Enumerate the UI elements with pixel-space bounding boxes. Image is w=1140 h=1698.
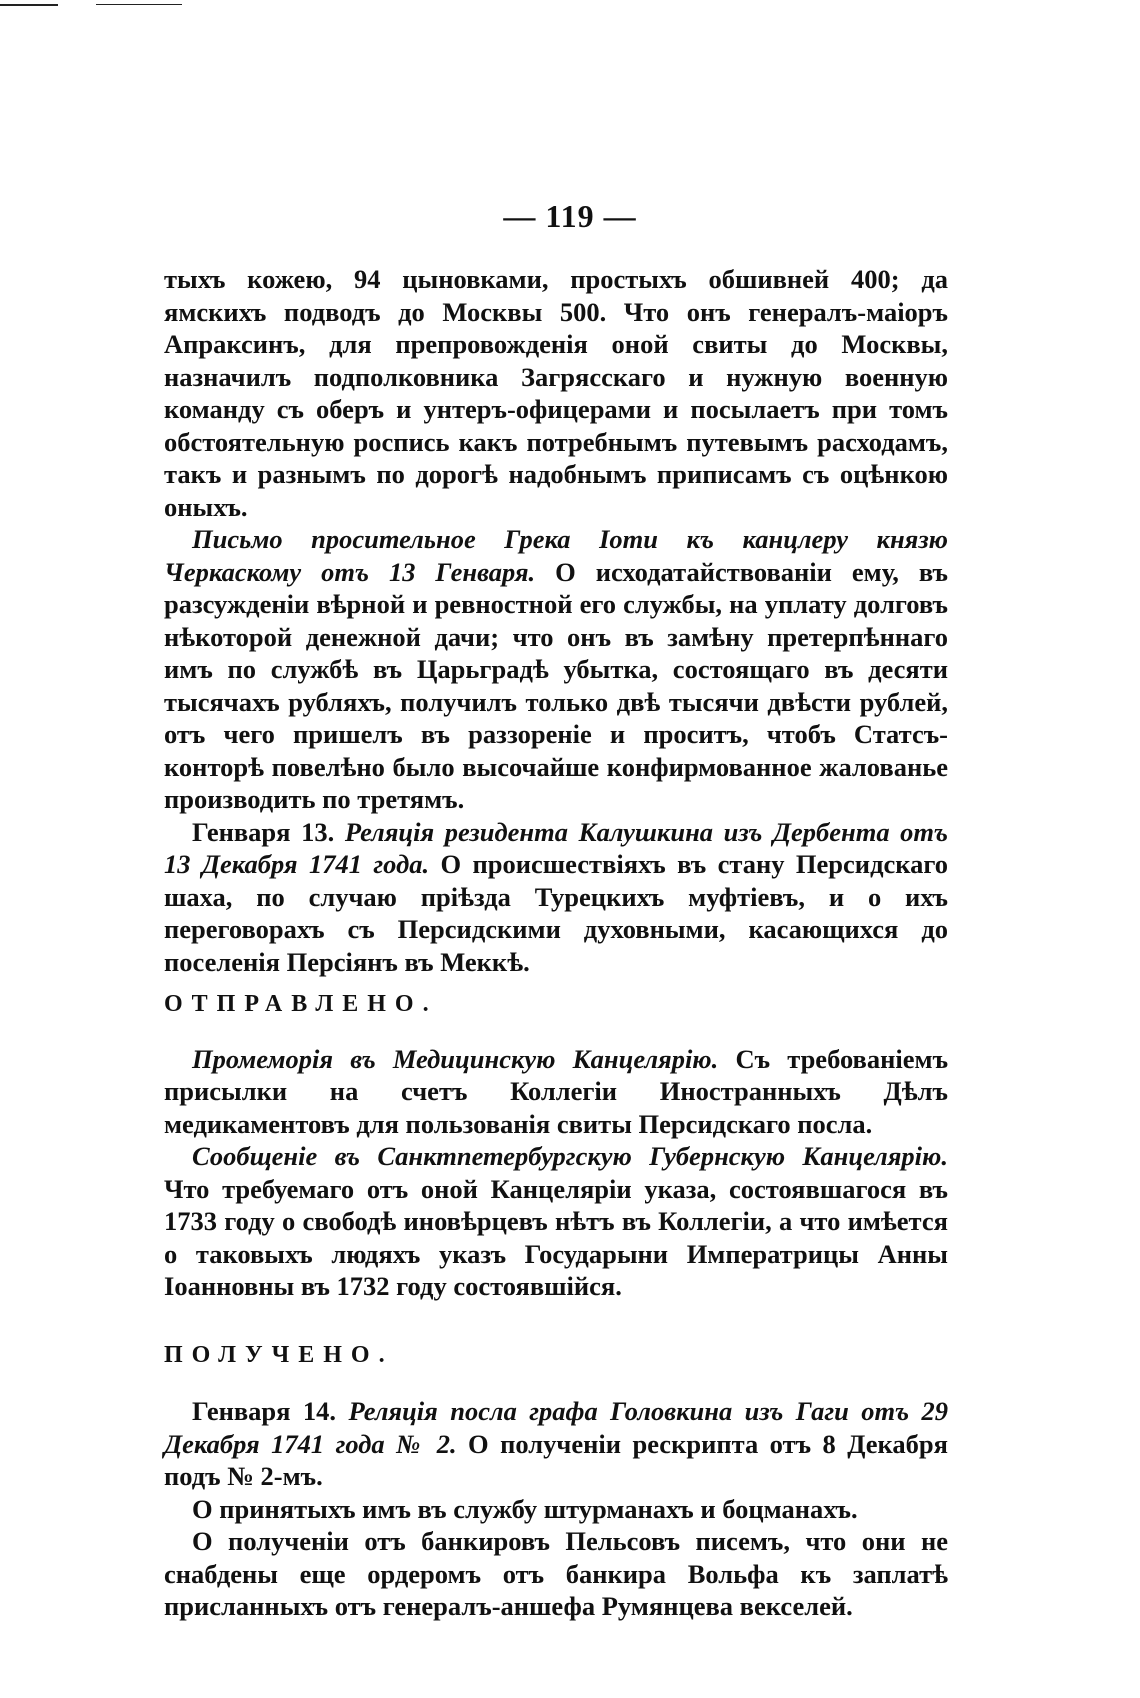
entry-body: О происшествіяхъ въ стану Персидскаго шаха, по случаю пріѣзда Турецкихъ муфтіевъ, и о ихъ переговорахъ съ Персидскими духовными, касающихся до поселенія Персіянъ въ Меккѣ. (164, 849, 948, 977)
entry-title: Сообщеніе въ Санктпетербургскую Губернскую Канцелярію. (192, 1141, 948, 1171)
received-item-golovkin (164, 1395, 948, 1493)
entry-date: Генваря 14. (192, 1396, 337, 1426)
received-item-pelsy: О полученіи отъ банкировъ Пельсовъ писемъ, что они не снабдены еще ордеромъ отъ банкира Вольфа къ заплатѣ присланныхъ отъ генералъ-аншефа Румянцева векселей. (164, 1526, 948, 1621)
entry-relation-kalushkin (164, 816, 948, 979)
section-heading-received: ПОЛУЧЕНО. (164, 1341, 394, 1368)
entry-date: Генваря 13. (192, 816, 335, 847)
page-number: — 119 — (503, 198, 637, 234)
received-item-shturmany: О принятыхъ имъ въ службу штурманахъ и боцманахъ. (192, 1493, 858, 1524)
sent-item-promemoria (164, 1043, 948, 1141)
entry-title: Реляція резидента Калушкина изъ Дербента отъ 13 Декабря 1741 года. (164, 816, 949, 879)
entry-title: Реляція посла графа Головкина изъ Гаги отъ 29 Декабря 1741 года № 2. (164, 1396, 949, 1459)
page-body (164, 263, 948, 1623)
paragraph-continuation: тыхъ кожею, 94 цыновками, простыхъ обшивней 400; да ямскихъ подводъ до Москвы 500. Что онъ генералъ-маіоръ Апраксинъ, для препровожденія оной свиты до Москвы, назначилъ подполковника Загрясскаго и нужную военную команду съ оберъ и унтеръ-офицерами и посылаетъ при томъ обстоятельную роспись какъ потребнымъ путевымъ расходамъ, такъ и разнымъ по дорогѣ надобнымъ приписамъ съ оцѣнкою оныхъ. (164, 264, 948, 522)
entry-body: Что требуемаго отъ оной Канцеляріи указа, состоявшагося въ 1733 году о свободѣ иновѣрцевъ нѣтъ въ Коллегіи, а что имѣется о таковыхъ людяхъ указъ Государыни Императрицы Анны Іоанновны въ 1732 году состоявшійся. (164, 1173, 948, 1301)
entry-letter-ioti (164, 523, 948, 816)
entry-body: О исходатайствованіи ему, въ разсужденіи вѣрной и ревностной его службы, на уплату долговъ нѣкоторой денежной дачи; что онъ въ замѣну претерпѣннаго имъ по службѣ въ Царьградѣ убытка, состоящаго въ десяти тысячахъ рубляхъ, получилъ только двѣ тысячи двѣсти рублей, отъ чего пришелъ въ раззореніе и проситъ, чтобъ Статсъ-конторѣ повелѣно было высочайше конфирмованное жалованье производить по третямъ. (164, 556, 948, 814)
section-heading-sent: ОТПРАВЛЕНО. (164, 991, 438, 1017)
entry-title: Письмо просительное Грека Іоти къ канцлеру князю Черкаскому отъ 13 Генваря. (164, 524, 948, 587)
entry-body: О полученіи рескрипта отъ 8 Декабря подъ № 2-мъ. (164, 1428, 948, 1491)
sent-item-soobshchenie (164, 1140, 948, 1303)
top-edge-rule-short (96, 4, 182, 5)
entry-title: Промеморія въ Медицинскую Канцелярію. (192, 1043, 719, 1074)
top-edge-rule (0, 4, 58, 6)
entry-body: Съ требованіемъ присылки на счетъ Коллегіи Иностранныхъ Дѣлъ медикаментовъ для пользованія свиты Персидскаго посла. (164, 1043, 949, 1139)
